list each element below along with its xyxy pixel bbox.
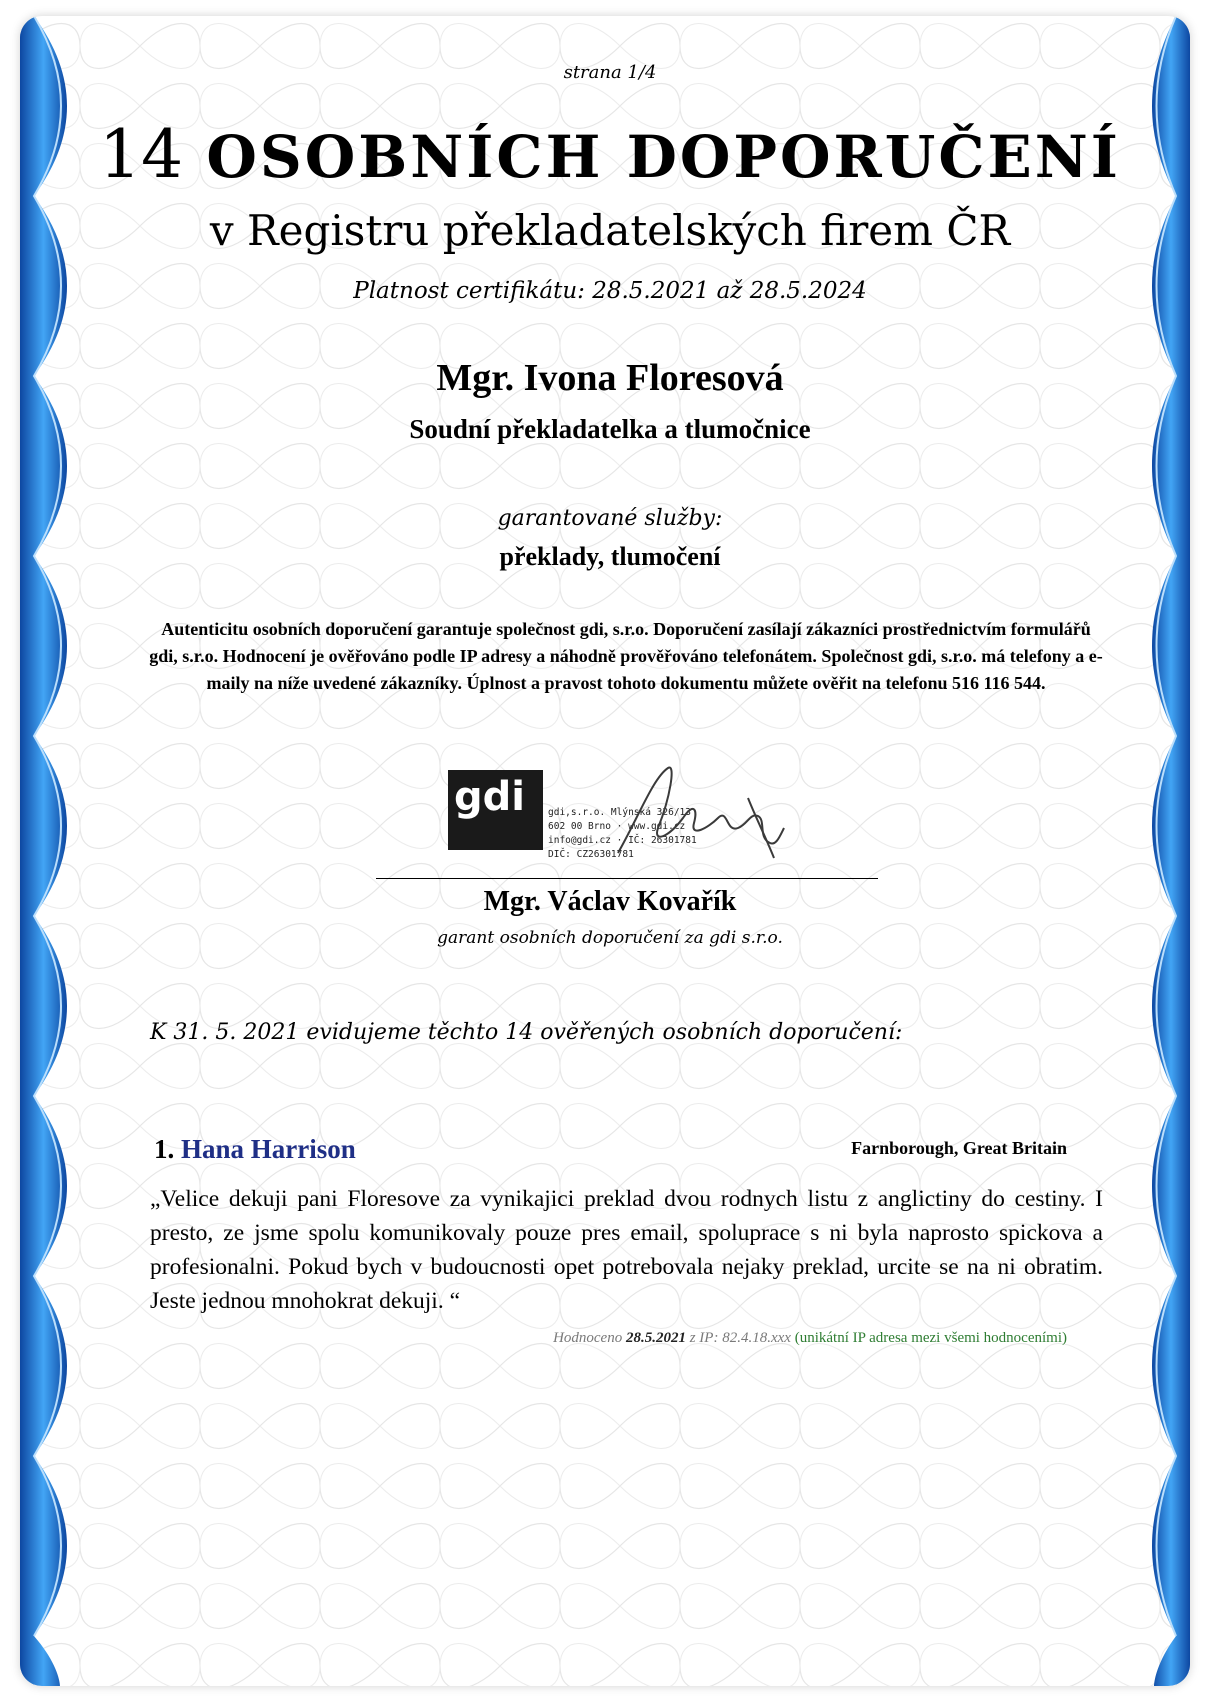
title-text: OSOBNÍCH DOPORUČENÍ — [206, 123, 1121, 191]
reference-meta: Hodnoceno 28.5.2021 z IP: 82.4.18.xxx (unikátní IP adresa mezi všemi hodnoceními) — [553, 1330, 1067, 1346]
reference-author: Hana Harrison — [181, 1134, 356, 1164]
page-number: strana 1/4 — [563, 62, 657, 83]
recommendation-count: 14 — [99, 116, 184, 193]
reference-index: 1. — [154, 1134, 175, 1164]
unique-ip-note: (unikátní IP adresa mezi všemi hodnoceními) — [794, 1330, 1067, 1346]
stamp-address: gdi,s.r.o. Mlýnská 326/13 602 00 Brno · www.gdi.cz info@gdi.cz · IČ: 26301781 DIČ: CZ26301781 — [548, 807, 697, 860]
gdi-logo: gdi — [448, 770, 543, 850]
translator-role: Soudní překladatelka a tlumočnice — [409, 414, 811, 444]
reference-ip: 82.4.18.xxx — [722, 1330, 791, 1346]
company-stamp — [448, 758, 790, 868]
services-value: překlady, tlumočení — [499, 542, 721, 571]
authenticity-statement: Autenticitu osobních doporučení garantuje společnost gdi, s.r.o. Doporučení zasílají zákazníci prostřednictvím formulářů gdi, s.r.o. Hodnocení je ověřováno podle IP adresy a náhodně prověřováno telefonátem. Společnost gdi, s.r.o. má telefony a e-maily na níže uvedené zákazníky. Úplnost a pravost tohoto dokumentu můžete ověřit na telefonu 516 116 544. — [149, 619, 1103, 693]
translator-name: Mgr. Ivona Floresová — [436, 357, 784, 399]
certificate-content — [20, 16, 1190, 1686]
handwritten-signature — [598, 758, 788, 868]
reference-heading — [154, 1134, 356, 1165]
signature-line — [376, 878, 878, 879]
certificate-validity: Platnost certifikátu: 28.5.2021 až 28.5.2024 — [353, 278, 867, 304]
reference-location: Farnborough, Great Britain — [851, 1138, 1067, 1158]
reference-text: „Velice dekuji pani Floresove za vynikajici preklad dvou rodnych listu z anglictiny do cestiny. I presto, ze jsme spolu komunikovaly pouze pres email, spoluprace s ni byla naprosto spickova a profesionalni. Pokud bych v budoucnosti opet potrebovala nejaky preklad, urcite se na ni obratim. Jeste jednou mnohokrat dekuji. “ — [150, 1186, 1103, 1314]
reference-date: 28.5.2021 — [625, 1330, 686, 1346]
guarantor-role: garant osobních doporučení za gdi s.r.o. — [437, 928, 783, 948]
services-label: garantované služby: — [497, 506, 723, 531]
guarantor-name: Mgr. Václav Kovařík — [483, 886, 737, 917]
certificate-subtitle: v Registru překladatelských firem ČR — [209, 206, 1011, 255]
certificate-page — [20, 16, 1190, 1686]
evidence-statement: K 31. 5. 2021 evidujeme těchto 14 ověřených osobních doporučení: — [150, 1020, 903, 1045]
certificate-title — [80, 116, 1140, 193]
